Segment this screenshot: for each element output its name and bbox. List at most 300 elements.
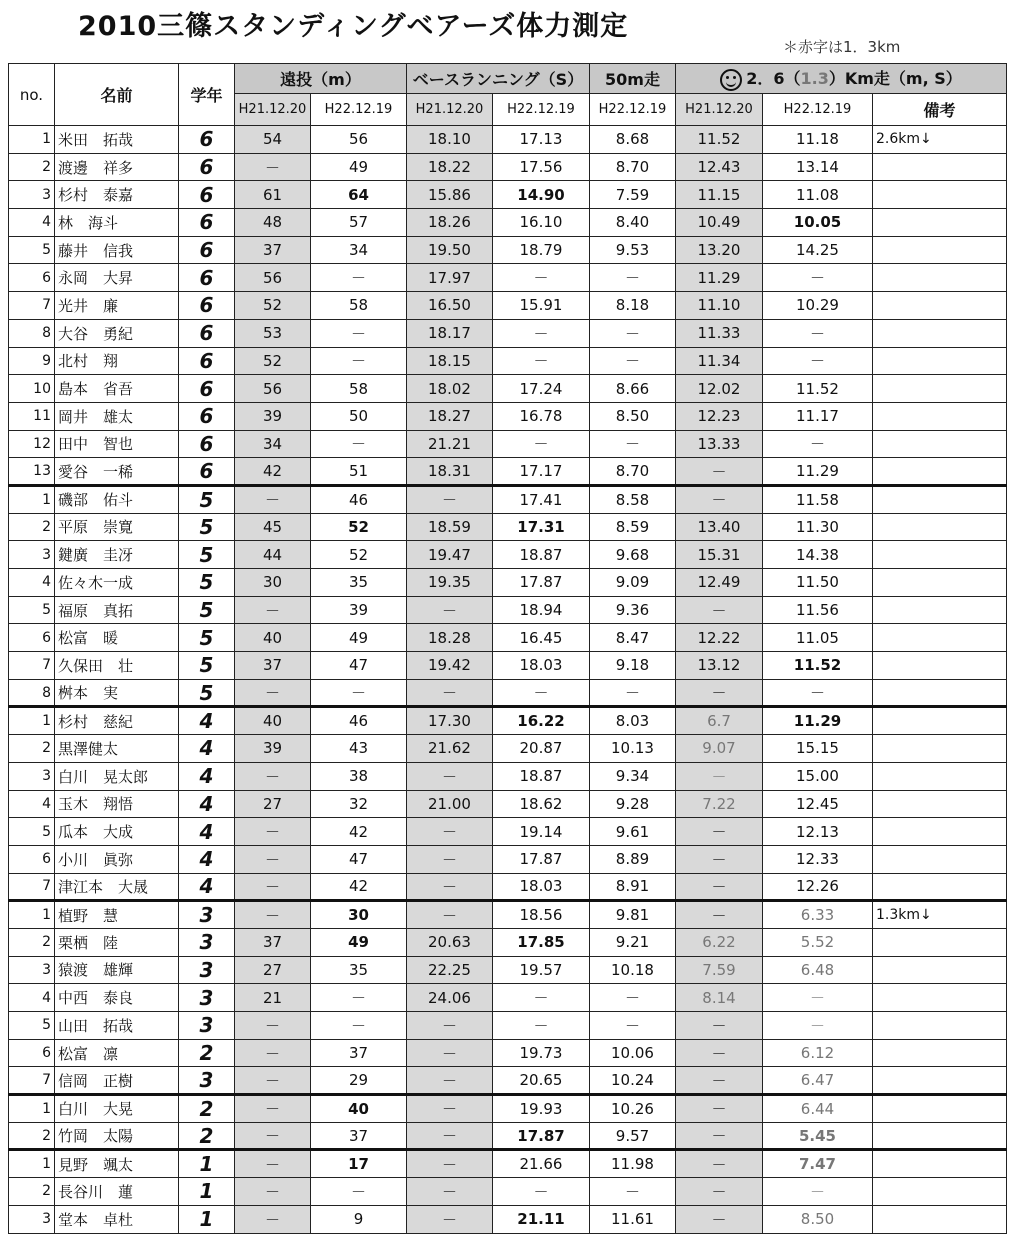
- table-row: [9, 430, 1007, 458]
- table-row: [9, 984, 1007, 1012]
- table-cell: 3: [179, 901, 235, 929]
- table-cell: －: [407, 1178, 493, 1206]
- table-cell: 竹岡 太陽: [55, 1122, 179, 1150]
- table-cell: 30: [311, 901, 407, 929]
- table-cell: －: [676, 1095, 763, 1123]
- table-row: [9, 652, 1007, 680]
- table-cell: 4: [179, 735, 235, 763]
- table-cell: 9.28: [590, 790, 676, 818]
- table-cell: 小川 眞弥: [55, 845, 179, 873]
- table-cell: 18.27: [407, 402, 493, 430]
- table-cell: 7: [9, 652, 55, 680]
- table-cell: 47: [311, 652, 407, 680]
- table-cell: 24.06: [407, 984, 493, 1012]
- table-cell: 18.03: [493, 652, 590, 680]
- table-row: [9, 735, 1007, 763]
- table-cell: 6: [179, 209, 235, 237]
- table-cell: 堂本 卓杜: [55, 1205, 179, 1233]
- table-cell: 43: [311, 735, 407, 763]
- table-cell: 2: [9, 1122, 55, 1150]
- table-cell: 17: [311, 1150, 407, 1178]
- table-cell: 杉村 慈紀: [55, 707, 179, 735]
- table-cell: 6: [179, 264, 235, 292]
- table-cell: 17.85: [493, 928, 590, 956]
- table-cell: 19.14: [493, 818, 590, 846]
- table-cell: －: [235, 762, 311, 790]
- table-cell: 12: [9, 430, 55, 458]
- table-cell: 19.50: [407, 236, 493, 264]
- table-cell: －: [311, 679, 407, 707]
- table-cell: －: [676, 845, 763, 873]
- table-cell: 4: [179, 707, 235, 735]
- table-cell: 大谷 勇紀: [55, 319, 179, 347]
- table-row: [9, 790, 1007, 818]
- header-grade: 学年: [179, 64, 235, 126]
- table-cell: 11.98: [590, 1150, 676, 1178]
- table-cell: 61: [235, 181, 311, 209]
- table-cell: 42: [311, 818, 407, 846]
- table-cell: －: [235, 1150, 311, 1178]
- table-cell: －: [407, 1150, 493, 1178]
- table-row: [9, 928, 1007, 956]
- table-cell: 6: [9, 1039, 55, 1067]
- table-cell: 45: [235, 513, 311, 541]
- table-cell: 20.63: [407, 928, 493, 956]
- table-cell: 玉木 翔悟: [55, 790, 179, 818]
- table-cell: －: [676, 458, 763, 486]
- table-cell: 9.36: [590, 596, 676, 624]
- table-cell: 18.15: [407, 347, 493, 375]
- table-cell: 杉村 泰嘉: [55, 181, 179, 209]
- table-cell: 9.68: [590, 541, 676, 569]
- table-cell: [873, 236, 1007, 264]
- table-cell: 52: [311, 513, 407, 541]
- table-cell: [873, 292, 1007, 320]
- table-cell: 11.18: [763, 126, 873, 154]
- table-cell: －: [493, 679, 590, 707]
- table-cell: 14.38: [763, 541, 873, 569]
- table-cell: 11.29: [763, 458, 873, 486]
- table-cell: [873, 984, 1007, 1012]
- table-cell: 21.62: [407, 735, 493, 763]
- table-cell: －: [590, 984, 676, 1012]
- table-cell: 11.29: [676, 264, 763, 292]
- table-cell: 1: [179, 1205, 235, 1233]
- table-row: [9, 153, 1007, 181]
- table-cell: 10.26: [590, 1095, 676, 1123]
- table-cell: 16.22: [493, 707, 590, 735]
- table-cell: 6: [179, 402, 235, 430]
- table-cell: 8.03: [590, 707, 676, 735]
- table-row: [9, 1012, 1007, 1040]
- table-cell: 18.26: [407, 209, 493, 237]
- table-cell: 8.59: [590, 513, 676, 541]
- table-cell: －: [763, 319, 873, 347]
- table-cell: [873, 375, 1007, 403]
- table-cell: 52: [311, 541, 407, 569]
- table-cell: 9.34: [590, 762, 676, 790]
- table-cell: 6: [179, 458, 235, 486]
- table-row: [9, 1067, 1007, 1095]
- table-cell: 56: [235, 264, 311, 292]
- table-cell: 32: [311, 790, 407, 818]
- table-cell: 5: [9, 236, 55, 264]
- table-row: [9, 209, 1007, 237]
- table-cell: 21: [235, 984, 311, 1012]
- table-cell: 2: [9, 1178, 55, 1206]
- table-cell: 11.52: [763, 375, 873, 403]
- table-cell: －: [235, 818, 311, 846]
- table-cell: 桝本 実: [55, 679, 179, 707]
- table-cell: 46: [311, 707, 407, 735]
- table-cell: 52: [235, 292, 311, 320]
- table-cell: 56: [235, 375, 311, 403]
- table-cell: －: [676, 762, 763, 790]
- table-cell: [873, 513, 1007, 541]
- table-cell: 9: [9, 347, 55, 375]
- header-dash: 50m走: [590, 64, 676, 94]
- table-cell: 5: [9, 818, 55, 846]
- table-cell: 10.13: [590, 735, 676, 763]
- table-cell: 9.07: [676, 735, 763, 763]
- table-cell: －: [493, 1012, 590, 1040]
- table-cell: 渡邊 祥多: [55, 153, 179, 181]
- table-cell: 40: [235, 707, 311, 735]
- table-cell: 8: [9, 679, 55, 707]
- table-cell: 3: [179, 928, 235, 956]
- table-cell: [873, 624, 1007, 652]
- table-cell: 15.15: [763, 735, 873, 763]
- table-cell: 8.18: [590, 292, 676, 320]
- table-cell: 37: [235, 928, 311, 956]
- table-cell: 2: [179, 1039, 235, 1067]
- table-cell: [873, 181, 1007, 209]
- table-cell: －: [676, 901, 763, 929]
- table-cell: 2: [9, 153, 55, 181]
- table-cell: －: [590, 679, 676, 707]
- table-cell: 30: [235, 569, 311, 597]
- table-cell: 6: [179, 181, 235, 209]
- table-cell: 7: [9, 292, 55, 320]
- table-cell: 14.90: [493, 181, 590, 209]
- table-cell: 植野 慧: [55, 901, 179, 929]
- table-cell: 53: [235, 319, 311, 347]
- table-cell: 12.49: [676, 569, 763, 597]
- table-cell: 6: [179, 319, 235, 347]
- table-cell: －: [676, 1178, 763, 1206]
- table-cell: 4: [9, 790, 55, 818]
- table-row: [9, 1039, 1007, 1067]
- table-cell: 10.24: [590, 1067, 676, 1095]
- table-cell: 8.68: [590, 126, 676, 154]
- table-cell: [873, 956, 1007, 984]
- table-cell: [873, 209, 1007, 237]
- table-cell: 44: [235, 541, 311, 569]
- table-row: [9, 458, 1007, 486]
- table-cell: 11.58: [763, 485, 873, 513]
- table-cell: －: [235, 1122, 311, 1150]
- table-cell: 46: [311, 485, 407, 513]
- table-cell: 4: [9, 569, 55, 597]
- table-cell: 17.87: [493, 845, 590, 873]
- table-cell: 13.14: [763, 153, 873, 181]
- table-cell: 37: [311, 1122, 407, 1150]
- fitness-results-table: [8, 63, 1007, 1234]
- table-cell: 4: [179, 845, 235, 873]
- table-cell: [873, 679, 1007, 707]
- table-cell: 11.52: [763, 652, 873, 680]
- table-cell: 2: [9, 513, 55, 541]
- table-cell: －: [235, 1012, 311, 1040]
- table-cell: 38: [311, 762, 407, 790]
- table-cell: 18.56: [493, 901, 590, 929]
- table-cell: 18.03: [493, 873, 590, 901]
- table-cell: －: [311, 347, 407, 375]
- header-date: H22.12.19: [493, 94, 590, 126]
- table-cell: [873, 569, 1007, 597]
- table-row: [9, 1205, 1007, 1233]
- table-cell: 8.58: [590, 485, 676, 513]
- table-cell: －: [676, 596, 763, 624]
- header-no: no.: [9, 64, 55, 126]
- table-cell: [873, 1150, 1007, 1178]
- table-cell: 7.22: [676, 790, 763, 818]
- table-row: [9, 236, 1007, 264]
- table-cell: 6: [179, 347, 235, 375]
- smiley-face-icon: [720, 69, 742, 91]
- table-cell: [873, 485, 1007, 513]
- table-cell: 15.86: [407, 181, 493, 209]
- table-cell: 7.47: [763, 1150, 873, 1178]
- table-cell: －: [311, 984, 407, 1012]
- table-cell: 18.31: [407, 458, 493, 486]
- table-cell: －: [407, 1067, 493, 1095]
- table-cell: [873, 347, 1007, 375]
- table-cell: 6: [179, 153, 235, 181]
- table-cell: －: [235, 901, 311, 929]
- table-cell: 27: [235, 956, 311, 984]
- table-cell: －: [763, 264, 873, 292]
- table-cell: 21.66: [493, 1150, 590, 1178]
- table-cell: －: [235, 679, 311, 707]
- table-cell: 5: [179, 596, 235, 624]
- table-cell: 8.47: [590, 624, 676, 652]
- table-cell: －: [676, 818, 763, 846]
- table-cell: 19.35: [407, 569, 493, 597]
- table-cell: 愛谷 一稀: [55, 458, 179, 486]
- table-cell: 35: [311, 569, 407, 597]
- table-cell: －: [676, 1122, 763, 1150]
- header-name: 名前: [55, 64, 179, 126]
- table-cell: －: [235, 845, 311, 873]
- table-cell: 21.21: [407, 430, 493, 458]
- table-cell: 栗栖 陸: [55, 928, 179, 956]
- table-cell: 2: [9, 735, 55, 763]
- table-cell: －: [763, 984, 873, 1012]
- table-cell: 1: [9, 485, 55, 513]
- table-cell: －: [590, 1012, 676, 1040]
- table-cell: 4: [9, 984, 55, 1012]
- table-cell: 12.43: [676, 153, 763, 181]
- table-cell: 13.33: [676, 430, 763, 458]
- table-cell: 6: [9, 845, 55, 873]
- table-cell: 18.02: [407, 375, 493, 403]
- table-cell: 11.34: [676, 347, 763, 375]
- table-cell: 16.10: [493, 209, 590, 237]
- table-cell: 21.00: [407, 790, 493, 818]
- table-cell: －: [407, 1205, 493, 1233]
- table-cell: 50: [311, 402, 407, 430]
- table-cell: 19.42: [407, 652, 493, 680]
- table-cell: 2: [179, 1122, 235, 1150]
- table-cell: 12.23: [676, 402, 763, 430]
- table-cell: 北村 翔: [55, 347, 179, 375]
- table-cell: 6.7: [676, 707, 763, 735]
- table-cell: 黒澤健太: [55, 735, 179, 763]
- table-cell: [873, 790, 1007, 818]
- header-throw: 遠投（m）: [235, 64, 407, 94]
- table-cell: －: [235, 1067, 311, 1095]
- table-cell: 11: [9, 402, 55, 430]
- table-cell: 17.87: [493, 569, 590, 597]
- table-cell: 5.45: [763, 1122, 873, 1150]
- table-cell: 6.48: [763, 956, 873, 984]
- table-cell: －: [407, 1122, 493, 1150]
- table-cell: 5: [179, 652, 235, 680]
- table-cell: 6: [9, 624, 55, 652]
- table-cell: 藤井 信我: [55, 236, 179, 264]
- table-cell: 11.05: [763, 624, 873, 652]
- table-cell: 8.70: [590, 153, 676, 181]
- table-cell: －: [493, 347, 590, 375]
- header-date: H21.12.20: [676, 94, 763, 126]
- table-row: [9, 264, 1007, 292]
- table-cell: 10.18: [590, 956, 676, 984]
- table-cell: 37: [235, 236, 311, 264]
- table-cell: 5: [9, 596, 55, 624]
- table-cell: 12.02: [676, 375, 763, 403]
- table-cell: 4: [9, 209, 55, 237]
- table-cell: 6: [9, 264, 55, 292]
- table-cell: －: [235, 596, 311, 624]
- table-cell: 1: [9, 1095, 55, 1123]
- table-cell: 40: [235, 624, 311, 652]
- table-cell: [873, 1122, 1007, 1150]
- table-cell: 8.14: [676, 984, 763, 1012]
- table-cell: 米田 拓哉: [55, 126, 179, 154]
- header-long-run-suffix: ）Km走（m, S）: [828, 69, 962, 89]
- table-cell: 9.21: [590, 928, 676, 956]
- table-cell: －: [407, 1039, 493, 1067]
- table-cell: 57: [311, 209, 407, 237]
- table-cell: [873, 652, 1007, 680]
- table-cell: [873, 735, 1007, 763]
- table-cell: 16.50: [407, 292, 493, 320]
- table-cell: 8.40: [590, 209, 676, 237]
- table-row: [9, 319, 1007, 347]
- header-long-run: [676, 64, 1007, 94]
- table-cell: [873, 458, 1007, 486]
- table-cell: －: [676, 1039, 763, 1067]
- table-cell: 17.13: [493, 126, 590, 154]
- table-cell: 1: [179, 1150, 235, 1178]
- table-cell: 9.81: [590, 901, 676, 929]
- table-cell: 光井 廉: [55, 292, 179, 320]
- table-cell: －: [763, 1178, 873, 1206]
- table-cell: 4: [179, 818, 235, 846]
- table-cell: 18.94: [493, 596, 590, 624]
- table-row: [9, 181, 1007, 209]
- table-cell: [873, 1067, 1007, 1095]
- table-cell: －: [407, 873, 493, 901]
- table-row: [9, 624, 1007, 652]
- table-row: [9, 679, 1007, 707]
- table-cell: 瓜本 大成: [55, 818, 179, 846]
- table-cell: 34: [311, 236, 407, 264]
- table-row: [9, 1095, 1007, 1123]
- table-cell: 3: [9, 181, 55, 209]
- table-cell: 18.62: [493, 790, 590, 818]
- table-cell: [873, 845, 1007, 873]
- table-cell: 松富 凛: [55, 1039, 179, 1067]
- table-cell: 白川 大晃: [55, 1095, 179, 1123]
- table-cell: [873, 541, 1007, 569]
- table-cell: 8.50: [763, 1205, 873, 1233]
- table-cell: 13.20: [676, 236, 763, 264]
- table-cell: 20.87: [493, 735, 590, 763]
- table-cell: 48: [235, 209, 311, 237]
- table-row: [9, 375, 1007, 403]
- table-cell: 18.28: [407, 624, 493, 652]
- table-cell: 9.09: [590, 569, 676, 597]
- table-cell: 島本 省吾: [55, 375, 179, 403]
- table-cell: [873, 1205, 1007, 1233]
- table-cell: [873, 1178, 1007, 1206]
- header-date: H21.12.20: [235, 94, 311, 126]
- table-cell: 7.59: [676, 956, 763, 984]
- table-cell: 中西 泰良: [55, 984, 179, 1012]
- table-cell: 6: [179, 126, 235, 154]
- table-cell: 5: [179, 513, 235, 541]
- table-cell: －: [235, 1039, 311, 1067]
- table-cell: －: [676, 485, 763, 513]
- table-cell: 11.30: [763, 513, 873, 541]
- table-cell: －: [590, 347, 676, 375]
- table-cell: [873, 430, 1007, 458]
- table-row: [9, 347, 1007, 375]
- table-body: [9, 126, 1007, 1234]
- table-row: [9, 1122, 1007, 1150]
- table-cell: －: [407, 762, 493, 790]
- table-cell: －: [235, 1095, 311, 1123]
- table-cell: [873, 928, 1007, 956]
- table-cell: 3: [9, 762, 55, 790]
- table-cell: 12.26: [763, 873, 873, 901]
- table-cell: 17.30: [407, 707, 493, 735]
- table-cell: 11.29: [763, 707, 873, 735]
- table-cell: －: [590, 430, 676, 458]
- table-cell: －: [493, 1178, 590, 1206]
- table-cell: 17.31: [493, 513, 590, 541]
- table-row: [9, 541, 1007, 569]
- table-cell: －: [763, 347, 873, 375]
- table-cell: 8: [9, 319, 55, 347]
- table-cell: －: [407, 596, 493, 624]
- table-cell: 5: [179, 485, 235, 513]
- table-cell: －: [407, 1012, 493, 1040]
- table-cell: 11.15: [676, 181, 763, 209]
- table-cell: 磯部 佑斗: [55, 485, 179, 513]
